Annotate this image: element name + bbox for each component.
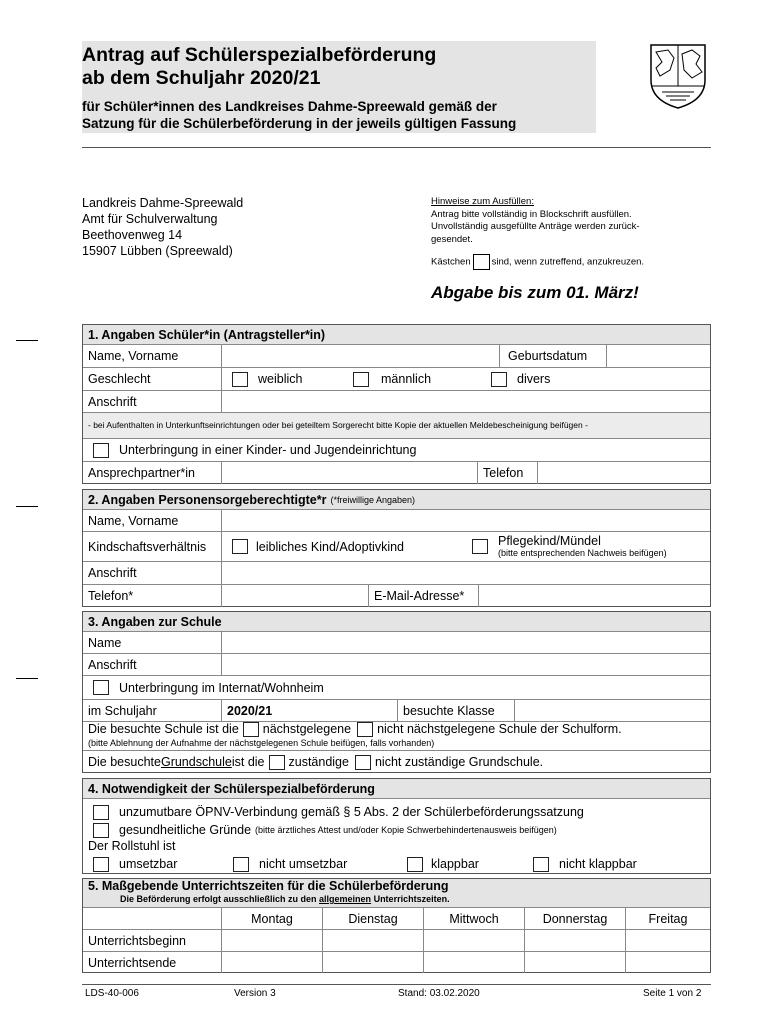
health-checkbox[interactable]: [93, 823, 109, 838]
gender-label: Geschlecht: [88, 372, 151, 386]
start-time-input[interactable]: [322, 930, 423, 951]
end-time-input[interactable]: [423, 952, 524, 973]
address-input[interactable]: [221, 391, 710, 412]
day-header: Donnerstag: [524, 908, 625, 929]
phone-label: Telefon: [477, 462, 537, 484]
recipient-address: Landkreis Dahme-Spreewald Amt für Schulverwaltung Beethovenweg 14 15907 Lübben (Spreewald): [82, 196, 244, 258]
email-input[interactable]: [478, 585, 710, 607]
name-input[interactable]: [221, 345, 499, 367]
section-school: 3. Angaben zur Schule Name Anschrift Unterbringung im Internat/Wohnheim im Schuljahr 2020/21 besuchte Klasse Die besuchte Schule ist die nächstgelegene nicht nächstgelegene Schule der Schulform. (bitte Ablehnung der Aufnahme der nächstgelegenen Schule beifügen, falls vorhanden) Die besuchte Grundschule ist die zuständige nicht zuständige Grundschule.: [82, 611, 711, 773]
form-version: Version 3: [234, 988, 276, 999]
start-time-input[interactable]: [423, 930, 524, 951]
end-time-input[interactable]: [221, 952, 322, 973]
day-header: Montag: [221, 908, 322, 929]
contact-label: Ansprechpartner*in: [88, 466, 196, 480]
school-address-label: Anschrift: [88, 657, 137, 672]
start-time-input[interactable]: [524, 930, 625, 951]
class-label: besuchte Klasse: [397, 700, 514, 721]
day-header: Mittwoch: [423, 908, 524, 929]
guardian-address-label: Anschrift: [88, 566, 137, 580]
convertible-checkbox[interactable]: [93, 857, 109, 872]
start-time-input[interactable]: [625, 930, 710, 951]
footer-rule: [82, 984, 711, 985]
address-label: Anschrift: [88, 394, 137, 409]
guardian-name-label: Name, Vorname: [88, 513, 179, 528]
nearest-school-checkbox[interactable]: [243, 722, 259, 737]
day-header: Dienstag: [322, 908, 423, 929]
contact-input[interactable]: [221, 462, 477, 484]
section-guardian: 2. Angaben Personensorgeberechtigte*r (*freiwillige Angaben) Name, Vorname Kindschaftsverhältnis leibliches Kind/Adoptivkind Pflegekind/Mündel (bitte entsprechenden Nachweis beifügen) Anschrift Telefon* E-Mail-Adresse*: [82, 489, 711, 607]
facility-checkbox[interactable]: [93, 443, 109, 458]
guardian-name-input[interactable]: [221, 510, 710, 531]
header-rule: [82, 147, 711, 148]
form-code: LDS-40-006: [85, 988, 139, 999]
coat-of-arms-icon: [648, 42, 708, 110]
phone-input[interactable]: [537, 462, 710, 484]
start-time-label: Unterrichtsbeginn: [88, 933, 186, 948]
section-necessity: 4. Notwendigkeit der Schülerspezialbeförderung unzumutbare ÖPNV-Verbindung gemäß § 5 Abs. 2 der Schülerbeförderungssatzung gesundheitliche Gründe (bitte ärztliches Attest und/oder Kopie Schwerbehindertenausweis beifügen) Der Rollstuhl ist umsetzbar nicht umsetzbar klappbar nicht klappbar: [82, 778, 711, 874]
fold-mark: [16, 506, 38, 507]
end-time-label: Unterrichtsende: [88, 955, 177, 970]
opnv-checkbox[interactable]: [93, 805, 109, 820]
section-student: 1. Angaben Schüler*in (Antragsteller*in) Name, Vorname Geburtsdatum Geschlecht weiblich männlich divers Anschrift - bei Aufenthalten in Unterkunftseinrichtungen oder bei geteiltem Sorgerecht bitte Kopie der aktuellen Meldebescheinigung beifügen - Unterbringung in einer Kinder- und Jugendeinrichtung Ansprechpartner*in Telefon: [82, 324, 711, 484]
guardian-phone-input[interactable]: [221, 585, 368, 607]
school-year-label: im Schuljahr: [88, 703, 157, 718]
end-time-input[interactable]: [524, 952, 625, 973]
diverse-checkbox[interactable]: [491, 372, 507, 387]
filling-hints: Hinweise zum Ausfüllen: Antrag bitte vollständig in Blockschrift ausfüllen. Unvollständig ausgefüllte Anträge werden zurück- gesendet. Kästchen sind, wenn zutreffend, anzukreuzen.: [431, 196, 721, 270]
page-number: Seite 1 von 2: [643, 988, 702, 999]
not-nearest-school-checkbox[interactable]: [357, 722, 373, 737]
not-foldable-checkbox[interactable]: [533, 857, 549, 872]
school-name-input[interactable]: [221, 632, 710, 653]
section-school-times: 5. Maßgebende Unterrichtszeiten für die Schülerbeförderung Die Beförderung erfolgt ausschließlich zu den allgemeinen Unterrichtszeiten. Montag Dienstag Mittwoch Donnerstag Freitag Unterrichtsbeginn Unterrichtsende: [82, 878, 711, 973]
class-input[interactable]: [514, 700, 710, 721]
foster-child-checkbox[interactable]: [472, 539, 488, 554]
birthdate-input[interactable]: [606, 345, 710, 367]
start-time-input[interactable]: [221, 930, 322, 951]
guardian-address-input[interactable]: [221, 562, 710, 584]
section-header: 1. Angaben Schüler*in (Antragsteller*in): [83, 325, 710, 344]
page-subtitle: für Schüler*innen des Landkreises Dahme-Spreewald gemäß der Satzung für die Schülerbeförderung in der jeweils gültigen Fassung: [82, 99, 517, 131]
email-label: E-Mail-Adresse*: [368, 585, 478, 607]
school-address-input[interactable]: [221, 654, 710, 675]
wheelchair-label: Der Rollstuhl ist: [88, 839, 176, 853]
male-checkbox[interactable]: [353, 372, 369, 387]
end-time-input[interactable]: [322, 952, 423, 973]
not-competent-school-checkbox[interactable]: [355, 755, 371, 770]
deadline-text: Abgabe bis zum 01. März!: [431, 283, 639, 302]
not-convertible-checkbox[interactable]: [233, 857, 249, 872]
guardian-phone-label: Telefon*: [88, 589, 134, 603]
page-title: Antrag auf Schülerspezialbeförderung ab dem Schuljahr 2020/21: [82, 44, 437, 89]
punch-mark: [16, 678, 38, 679]
school-name-label: Name: [88, 635, 122, 650]
female-checkbox[interactable]: [232, 372, 248, 387]
name-label: Name, Vorname: [88, 349, 179, 363]
boarding-checkbox[interactable]: [93, 680, 109, 695]
relation-label: Kindschaftsverhältnis: [88, 539, 207, 554]
school-year-value: 2020/21: [221, 700, 397, 721]
fold-mark: [16, 340, 38, 341]
form-date: Stand: 03.02.2020: [398, 988, 480, 999]
day-header: Freitag: [625, 908, 710, 929]
competent-school-checkbox[interactable]: [269, 755, 285, 770]
foldable-checkbox[interactable]: [407, 857, 423, 872]
address-note: - bei Aufenthalten in Unterkunftseinrichtungen oder bei geteiltem Sorgerecht bitte Kopie der aktuellen Meldebescheinigung beifügen -: [88, 420, 588, 431]
example-checkbox: [473, 254, 490, 270]
end-time-input[interactable]: [625, 952, 710, 973]
bio-child-checkbox[interactable]: [232, 539, 248, 554]
birthdate-label: Geburtsdatum: [499, 345, 606, 367]
